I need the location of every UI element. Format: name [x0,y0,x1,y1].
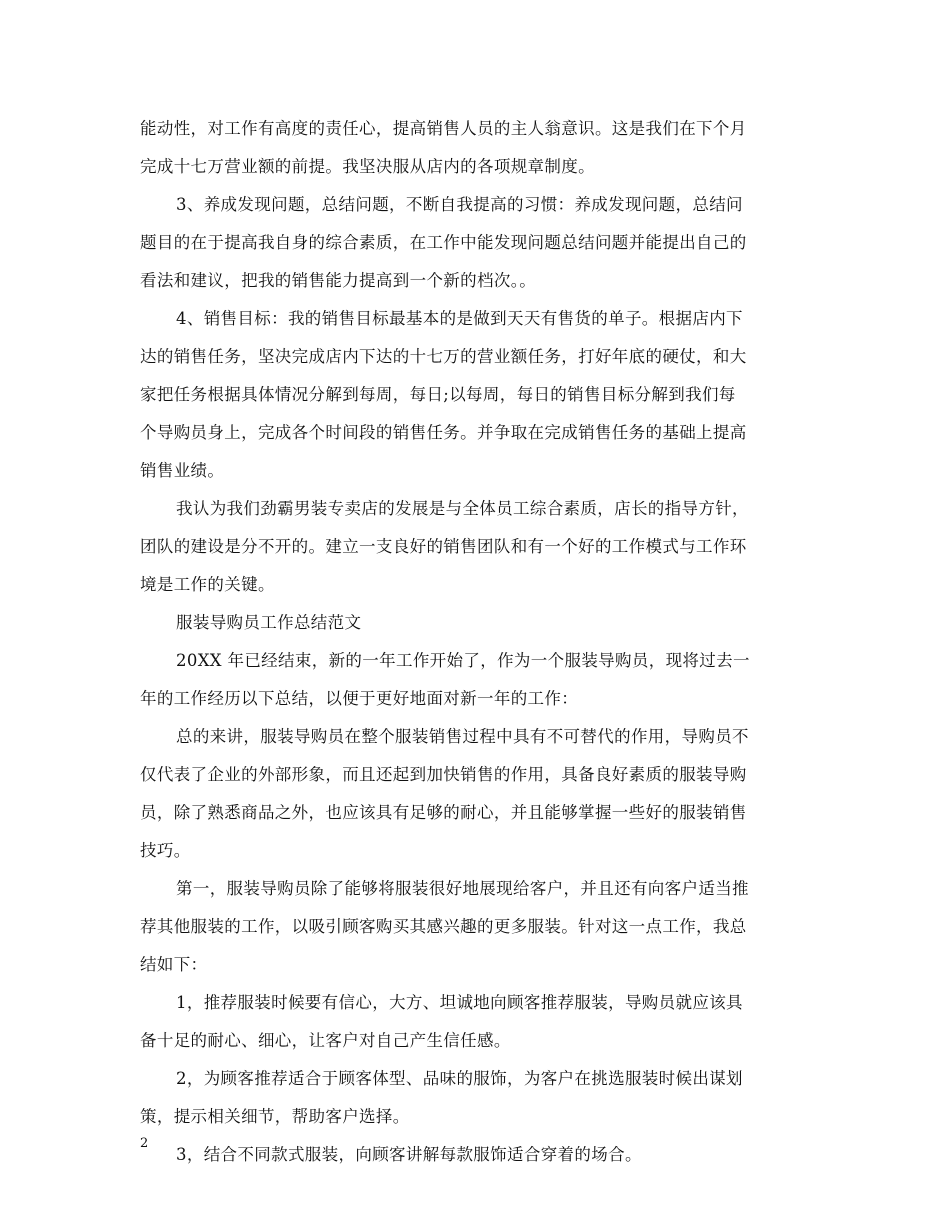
text-line: 3，结合不同款式服装，向顾客讲解每款服饰适合穿着的场合。 [176,1145,642,1164]
text-line: 家把任务根据具体情况分解到每周，每日;以每周，每日的销售目标分解到我们每 [140,385,736,404]
text-line: 能动性，对工作有高度的责任心，提高销售人员的主人翁意识。这是我们在下个月 [140,119,747,138]
text-line: 年的工作经历以下总结，以便于更好地面对新一年的工作： [140,689,579,708]
text-line: 荐其他服装的工作，以吸引顾客购买其感兴趣的更多服装。针对这一点工作，我总 [140,917,747,936]
text-line: 第一，服装导购员除了能够将服装很好地展现给客户，并且还有向客户适当推 [176,879,749,898]
text-line: 技巧。 [140,841,191,860]
text-line: 达的销售任务，坚决完成店内下达的十七万的营业额任务，打好年底的硬仗，和大 [140,347,747,366]
text-line: 3、养成发现问题，总结问题，不断自我提高的习惯：养成发现问题，总结问 [176,195,743,214]
text-line: 团队的建设是分不开的。建立一支良好的销售团队和有一个好的工作模式与工作环 [140,537,747,556]
document-body [140,110,812,1174]
section-heading: 服装导购员工作总结范文 [176,613,362,632]
text-line: 2，为顾客推荐适合于顾客体型、品味的服饰，为客户在挑选服装时候出谋划 [176,1069,743,1088]
text-line: 看法和建议，把我的销售能力提高到一个新的档次。。 [140,271,537,290]
text-line: 仅代表了企业的外部形象，而且还起到加快销售的作用，具备良好素质的服装导购 [140,765,747,784]
text-line: 总的来讲，服装导购员在整个服装销售过程中具有不可替代的作用，导购员不 [176,727,749,746]
text-line: 20XX 年已经结束，新的一年工作开始了，作为一个服装导购员，现将过去一 [176,651,750,670]
text-line: 销售业绩。 [140,461,225,480]
text-line: 4、销售目标：我的销售目标最基本的是做到天天有售货的单子。根据店内下 [176,309,743,328]
text-line: 题目的在于提高我自身的综合素质，在工作中能发现问题总结问题并能提出自己的 [140,233,747,252]
text-line: 完成十七万营业额的前提。我坚决服从店内的各项规章制度。 [140,157,595,176]
text-line: 结如下： [140,955,208,974]
text-line: 员，除了熟悉商品之外，也应该具有足够的耐心，并且能够掌握一些好的服装销售 [140,803,747,822]
page-number: 2 [140,1136,149,1151]
text-line: 个导购员身上，完成各个时间段的销售任务。并争取在完成销售任务的基础上提高 [140,423,747,442]
text-line: 境是工作的关键。 [140,575,275,594]
text-line: 备十足的耐心、细心，让客户对自己产生信任感。 [140,1031,511,1050]
text-line: 策，提示相关细节，帮助客户选择。 [140,1107,410,1126]
text-line: 1，推荐服装时候要有信心，大方、坦诚地向顾客推荐服装，导购员就应该具 [176,993,743,1012]
text-line: 我认为我们劲霸男装专卖店的发展是与全体员工综合素质，店长的指导方针， [176,499,749,518]
